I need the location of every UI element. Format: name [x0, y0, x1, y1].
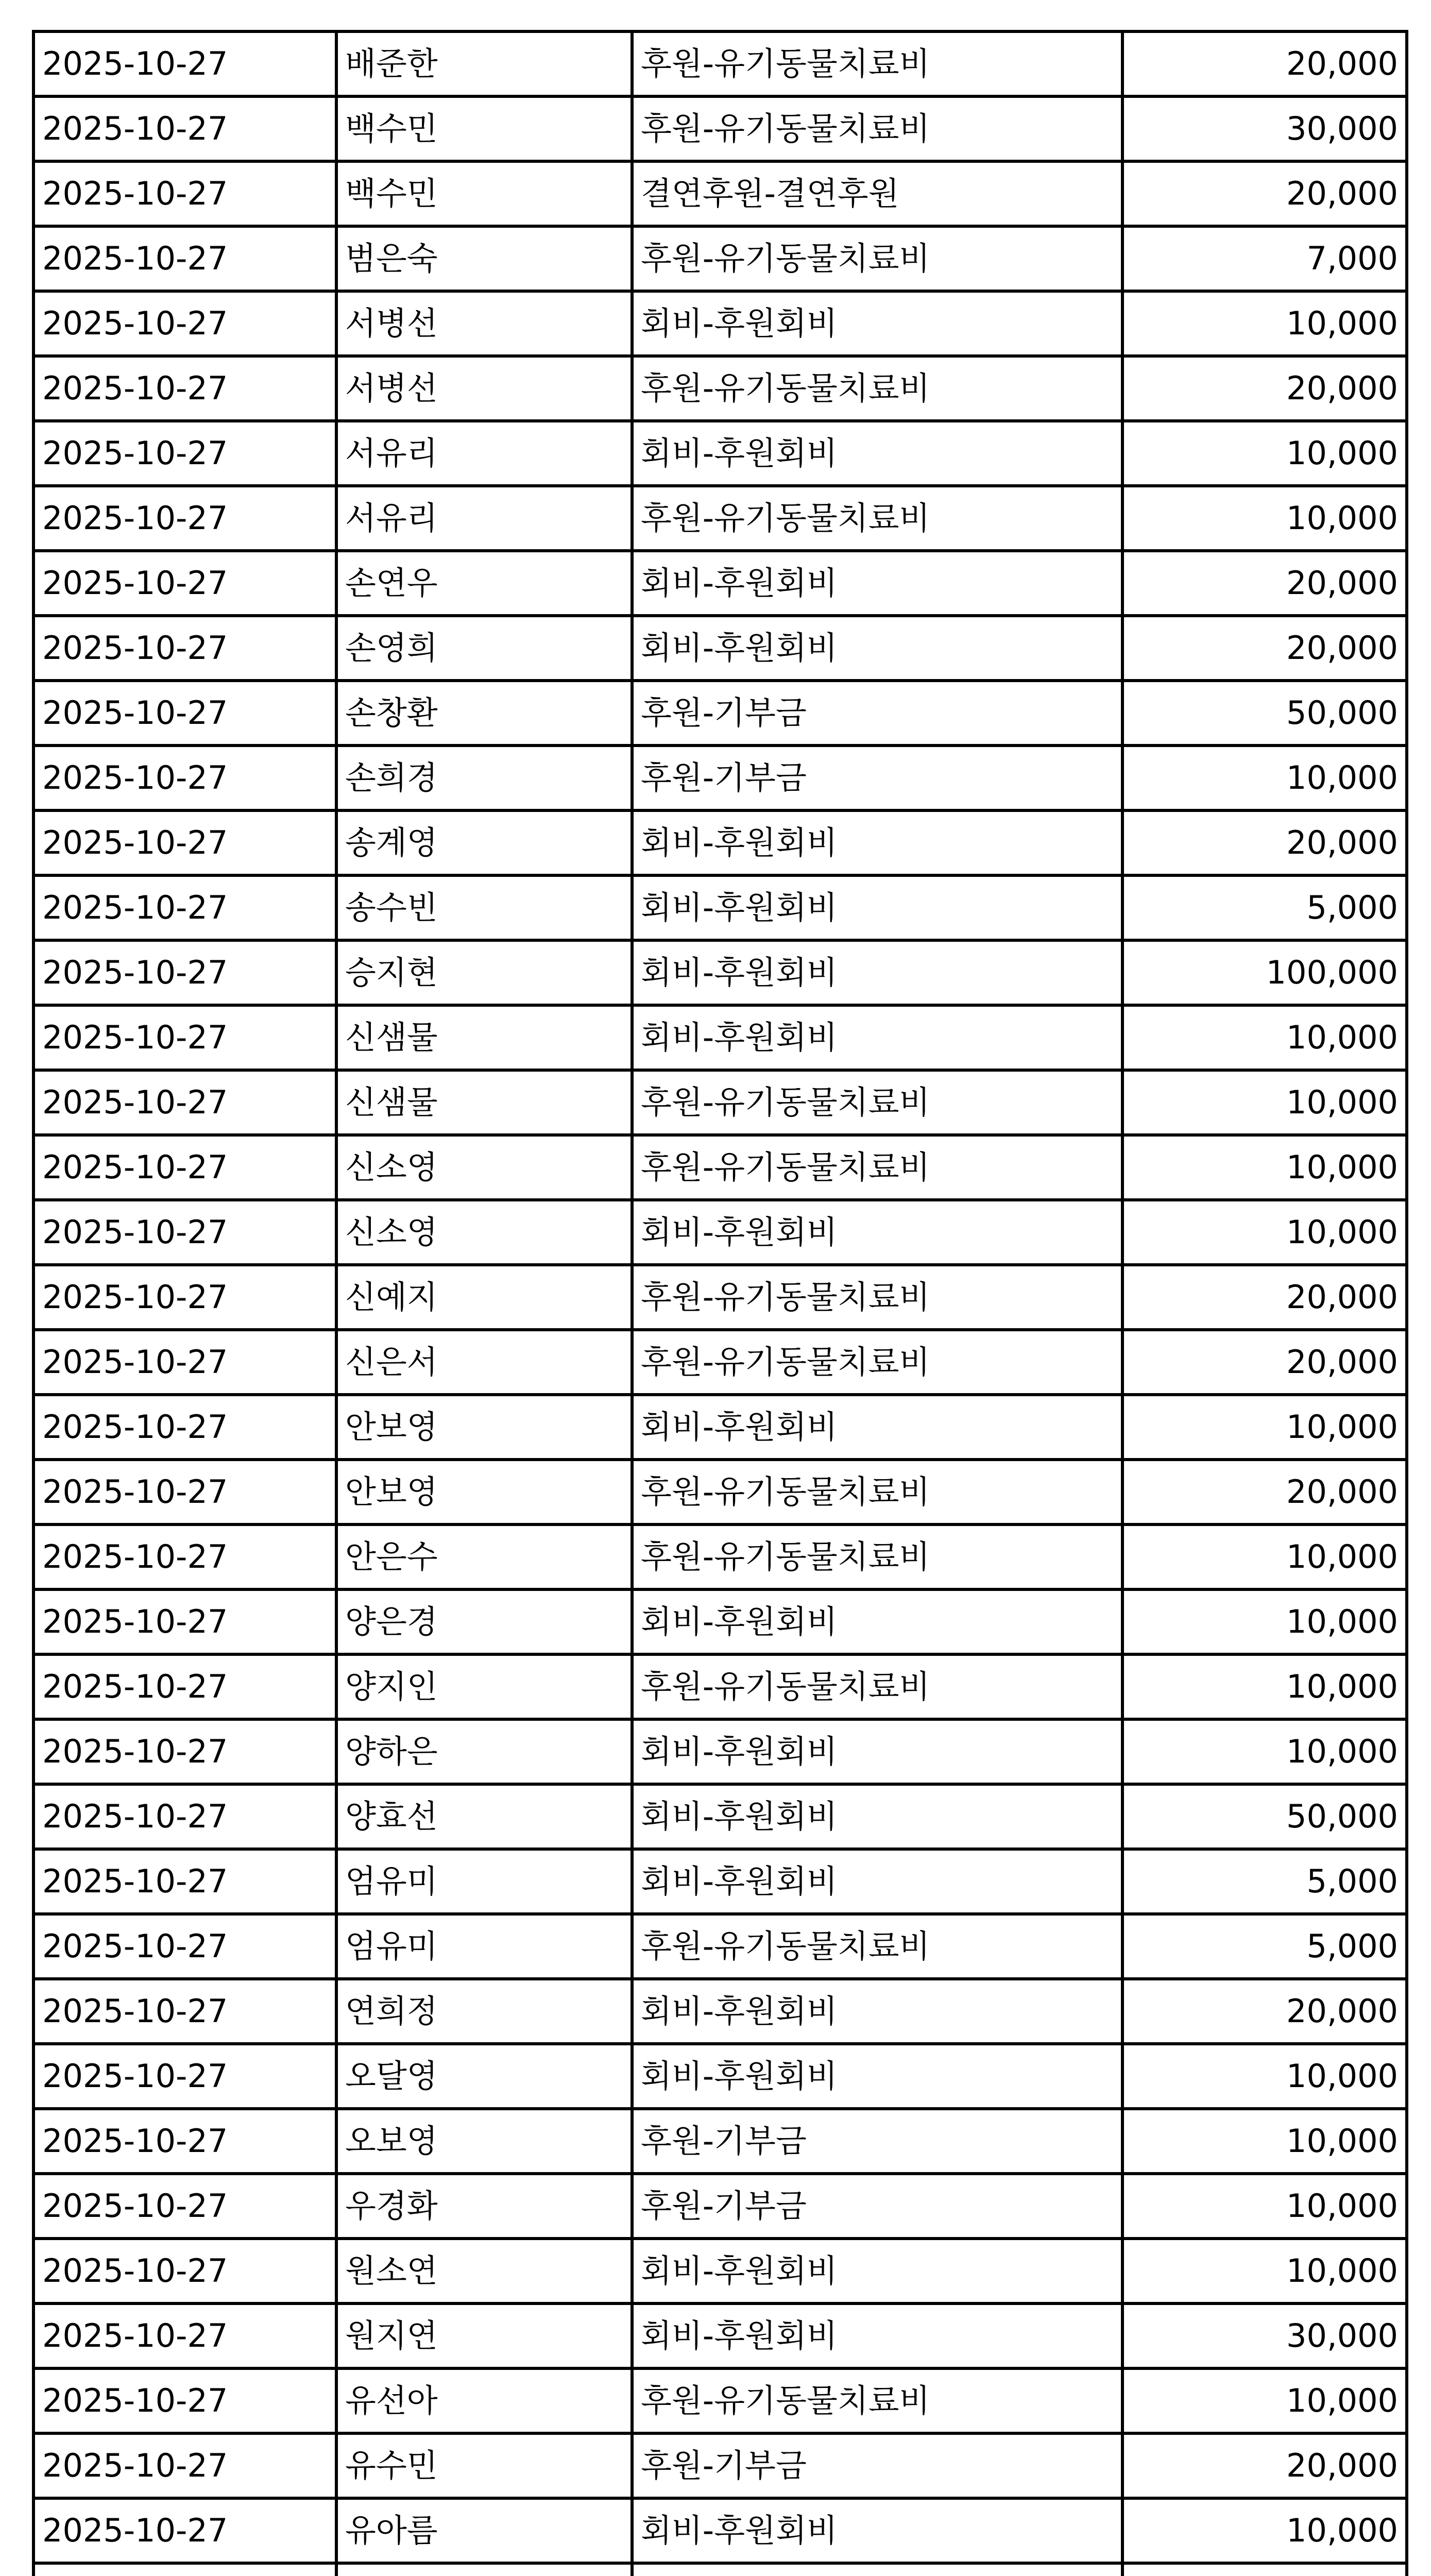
table-row	[33, 1914, 1407, 1979]
amount-cell: 50,000	[1122, 681, 1407, 745]
category-cell: 회비-후원회비	[632, 1395, 1122, 1460]
date-cell	[33, 2563, 336, 2576]
amount-cell: 20,000	[1122, 810, 1407, 875]
amount-cell: 10,000	[1122, 1524, 1407, 1589]
table-row	[33, 96, 1407, 161]
date-cell: 2025-10-27	[33, 486, 336, 551]
category-cell: 후원-유기동물치료비	[632, 96, 1122, 161]
category-cell: 후원-유기동물치료비	[632, 356, 1122, 421]
category-cell: 회비-후원회비	[632, 1005, 1122, 1070]
date-cell: 2025-10-27	[33, 1265, 336, 1330]
amount-cell: 5,000	[1122, 1849, 1407, 1914]
donor-name-cell: 양은경	[336, 1589, 632, 1654]
donor-name-cell: 신소영	[336, 1135, 632, 1200]
amount-cell: 30,000	[1122, 96, 1407, 161]
amount-cell: 10,000	[1122, 291, 1407, 356]
donor-name-cell: 안은수	[336, 1524, 632, 1589]
date-cell: 2025-10-27	[33, 1395, 336, 1460]
category-cell: 후원-기부금	[632, 2433, 1122, 2498]
category-cell: 후원-기부금	[632, 745, 1122, 810]
donor-name-cell: 양하은	[336, 1719, 632, 1784]
donor-name-cell: 손창환	[336, 681, 632, 745]
amount-cell: 10,000	[1122, 2239, 1407, 2303]
table-row	[33, 2498, 1407, 2563]
amount-cell: 10,000	[1122, 2044, 1407, 2109]
amount-cell: 10,000	[1122, 1589, 1407, 1654]
date-cell: 2025-10-27	[33, 421, 336, 486]
donor-name-cell: 원소연	[336, 2239, 632, 2303]
table-row	[33, 745, 1407, 810]
table-row	[33, 31, 1407, 96]
table-row	[33, 1719, 1407, 1784]
date-cell: 2025-10-27	[33, 2433, 336, 2498]
table-row	[33, 1589, 1407, 1654]
category-cell: 후원-유기동물치료비	[632, 1524, 1122, 1589]
table-row	[33, 2303, 1407, 2368]
table-row	[33, 356, 1407, 421]
date-cell: 2025-10-27	[33, 616, 336, 681]
donor-name-cell: 손희경	[336, 745, 632, 810]
donor-name-cell: 손영희	[336, 616, 632, 681]
amount-cell: 10,000	[1122, 1395, 1407, 1460]
table-row	[33, 681, 1407, 745]
table-row	[33, 940, 1407, 1005]
donor-name-cell: 양효선	[336, 1784, 632, 1849]
category-cell: 후원-유기동물치료비	[632, 486, 1122, 551]
table-row	[33, 810, 1407, 875]
amount-cell: 20,000	[1122, 2433, 1407, 2498]
donor-name-cell: 백수민	[336, 161, 632, 226]
date-cell: 2025-10-27	[33, 1719, 336, 1784]
date-cell: 2025-10-27	[33, 681, 336, 745]
date-cell: 2025-10-27	[33, 226, 336, 291]
amount-cell: 10,000	[1122, 1135, 1407, 1200]
table-row	[33, 1265, 1407, 1330]
table-row	[33, 1005, 1407, 1070]
amount-cell	[1122, 2563, 1407, 2576]
donor-name-cell: 신은서	[336, 1330, 632, 1395]
donor-name-cell: 신샘물	[336, 1005, 632, 1070]
category-cell: 회비-후원회비	[632, 421, 1122, 486]
category-cell: 후원-기부금	[632, 681, 1122, 745]
donor-name-cell: 안보영	[336, 1395, 632, 1460]
table-row	[33, 2239, 1407, 2303]
amount-cell: 5,000	[1122, 1914, 1407, 1979]
date-cell: 2025-10-27	[33, 1330, 336, 1395]
table-row	[33, 1524, 1407, 1589]
date-cell: 2025-10-27	[33, 1524, 336, 1589]
donor-name-cell: 양지인	[336, 1654, 632, 1719]
category-cell: 후원-유기동물치료비	[632, 1330, 1122, 1395]
date-cell: 2025-10-27	[33, 1914, 336, 1979]
amount-cell: 10,000	[1122, 2109, 1407, 2174]
donor-name-cell: 손연우	[336, 551, 632, 616]
amount-cell: 7,000	[1122, 226, 1407, 291]
date-cell: 2025-10-27	[33, 1849, 336, 1914]
category-cell: 회비-후원회비	[632, 875, 1122, 940]
table-row	[33, 875, 1407, 940]
amount-cell: 10,000	[1122, 421, 1407, 486]
donor-name-cell: 백수민	[336, 96, 632, 161]
category-cell: 회비-후원회비	[632, 2498, 1122, 2563]
date-cell: 2025-10-27	[33, 2174, 336, 2239]
table-row	[33, 1849, 1407, 1914]
category-cell: 후원-유기동물치료비	[632, 1654, 1122, 1719]
date-cell: 2025-10-27	[33, 2239, 336, 2303]
table-row	[33, 1070, 1407, 1135]
date-cell: 2025-10-27	[33, 2109, 336, 2174]
table-row	[33, 2109, 1407, 2174]
donor-name-cell: 송수빈	[336, 875, 632, 940]
category-cell: 회비-후원회비	[632, 2239, 1122, 2303]
table-row	[33, 1395, 1407, 1460]
donor-name-cell: 신예지	[336, 1265, 632, 1330]
date-cell: 2025-10-27	[33, 875, 336, 940]
donor-name-cell: 서유리	[336, 486, 632, 551]
table-row	[33, 2433, 1407, 2498]
donor-name-cell: 엄유미	[336, 1914, 632, 1979]
table-row	[33, 1979, 1407, 2044]
table-row	[33, 551, 1407, 616]
category-cell: 후원-유기동물치료비	[632, 1265, 1122, 1330]
category-cell: 회비-후원회비	[632, 2303, 1122, 2368]
table-row	[33, 1654, 1407, 1719]
category-cell: 회비-후원회비	[632, 1719, 1122, 1784]
amount-cell: 20,000	[1122, 356, 1407, 421]
donor-name-cell: 서병선	[336, 291, 632, 356]
date-cell: 2025-10-27	[33, 940, 336, 1005]
date-cell: 2025-10-27	[33, 1654, 336, 1719]
donor-name-cell: 서유리	[336, 421, 632, 486]
category-cell: 후원-유기동물치료비	[632, 1135, 1122, 1200]
amount-cell: 50,000	[1122, 1784, 1407, 1849]
category-cell	[632, 2563, 1122, 2576]
date-cell: 2025-10-27	[33, 2498, 336, 2563]
date-cell: 2025-10-27	[33, 31, 336, 96]
category-cell: 회비-후원회비	[632, 1849, 1122, 1914]
table-row	[33, 1784, 1407, 1849]
category-cell: 회비-후원회비	[632, 551, 1122, 616]
date-cell: 2025-10-27	[33, 1135, 336, 1200]
amount-cell: 30,000	[1122, 2303, 1407, 2368]
category-cell: 후원-기부금	[632, 2109, 1122, 2174]
donor-name-cell: 우경화	[336, 2174, 632, 2239]
amount-cell: 20,000	[1122, 1460, 1407, 1524]
table-row	[33, 486, 1407, 551]
date-cell: 2025-10-27	[33, 1070, 336, 1135]
category-cell: 회비-후원회비	[632, 1589, 1122, 1654]
amount-cell: 5,000	[1122, 875, 1407, 940]
donor-name-cell: 안보영	[336, 1460, 632, 1524]
category-cell: 후원-유기동물치료비	[632, 226, 1122, 291]
donor-name-cell: 승지현	[336, 940, 632, 1005]
donor-name-cell: 유수민	[336, 2433, 632, 2498]
amount-cell: 100,000	[1122, 940, 1407, 1005]
amount-cell: 10,000	[1122, 1654, 1407, 1719]
donor-name-cell: 범은숙	[336, 226, 632, 291]
category-cell: 회비-후원회비	[632, 1784, 1122, 1849]
category-cell: 회비-후원회비	[632, 291, 1122, 356]
amount-cell: 10,000	[1122, 1719, 1407, 1784]
amount-cell: 20,000	[1122, 31, 1407, 96]
amount-cell: 10,000	[1122, 2174, 1407, 2239]
date-cell: 2025-10-27	[33, 1784, 336, 1849]
date-cell: 2025-10-27	[33, 1589, 336, 1654]
category-cell: 회비-후원회비	[632, 1979, 1122, 2044]
donor-name-cell: 오달영	[336, 2044, 632, 2109]
date-cell: 2025-10-27	[33, 745, 336, 810]
amount-cell: 20,000	[1122, 1330, 1407, 1395]
donation-table-body	[33, 31, 1407, 2576]
date-cell: 2025-10-27	[33, 1460, 336, 1524]
date-cell: 2025-10-27	[33, 96, 336, 161]
table-row	[33, 1330, 1407, 1395]
amount-cell: 10,000	[1122, 2498, 1407, 2563]
donor-name-cell: 유선아	[336, 2368, 632, 2433]
category-cell: 회비-후원회비	[632, 940, 1122, 1005]
date-cell: 2025-10-27	[33, 2044, 336, 2109]
table-row	[33, 2563, 1407, 2576]
date-cell: 2025-10-27	[33, 551, 336, 616]
table-row	[33, 2044, 1407, 2109]
table-row	[33, 1135, 1407, 1200]
donation-table	[32, 30, 1408, 2576]
donor-name-cell: 배준한	[336, 31, 632, 96]
donor-name-cell: 신소영	[336, 1200, 632, 1265]
category-cell: 회비-후원회비	[632, 1200, 1122, 1265]
donor-name-cell: 연희정	[336, 1979, 632, 2044]
donor-name-cell: 원지연	[336, 2303, 632, 2368]
category-cell: 후원-유기동물치료비	[632, 1914, 1122, 1979]
donor-name-cell: 서병선	[336, 356, 632, 421]
date-cell: 2025-10-27	[33, 1005, 336, 1070]
category-cell: 회비-후원회비	[632, 616, 1122, 681]
date-cell: 2025-10-27	[33, 161, 336, 226]
donor-name-cell: 송계영	[336, 810, 632, 875]
table-row	[33, 1460, 1407, 1524]
category-cell: 후원-유기동물치료비	[632, 1460, 1122, 1524]
amount-cell: 20,000	[1122, 161, 1407, 226]
table-row	[33, 616, 1407, 681]
amount-cell: 10,000	[1122, 745, 1407, 810]
amount-cell: 20,000	[1122, 1979, 1407, 2044]
amount-cell: 20,000	[1122, 551, 1407, 616]
table-row	[33, 2174, 1407, 2239]
category-cell: 결연후원-결연후원	[632, 161, 1122, 226]
amount-cell: 10,000	[1122, 1005, 1407, 1070]
category-cell: 후원-기부금	[632, 2174, 1122, 2239]
donor-name-cell: 오보영	[336, 2109, 632, 2174]
table-row	[33, 161, 1407, 226]
amount-cell: 20,000	[1122, 616, 1407, 681]
date-cell: 2025-10-27	[33, 356, 336, 421]
category-cell: 회비-후원회비	[632, 2044, 1122, 2109]
donor-name-cell: 신샘물	[336, 1070, 632, 1135]
category-cell: 회비-후원회비	[632, 810, 1122, 875]
amount-cell: 10,000	[1122, 1070, 1407, 1135]
table-row	[33, 1200, 1407, 1265]
date-cell: 2025-10-27	[33, 810, 336, 875]
date-cell: 2025-10-27	[33, 1200, 336, 1265]
table-row	[33, 421, 1407, 486]
category-cell: 후원-유기동물치료비	[632, 31, 1122, 96]
date-cell: 2025-10-27	[33, 2368, 336, 2433]
donor-name-cell: 엄유미	[336, 1849, 632, 1914]
table-row	[33, 2368, 1407, 2433]
category-cell: 후원-유기동물치료비	[632, 1070, 1122, 1135]
amount-cell: 10,000	[1122, 486, 1407, 551]
date-cell: 2025-10-27	[33, 291, 336, 356]
donor-name-cell	[336, 2563, 632, 2576]
table-row	[33, 291, 1407, 356]
table-row	[33, 226, 1407, 291]
date-cell: 2025-10-27	[33, 2303, 336, 2368]
amount-cell: 20,000	[1122, 1265, 1407, 1330]
amount-cell: 10,000	[1122, 2368, 1407, 2433]
donor-name-cell: 유아름	[336, 2498, 632, 2563]
date-cell: 2025-10-27	[33, 1979, 336, 2044]
amount-cell: 10,000	[1122, 1200, 1407, 1265]
category-cell: 후원-유기동물치료비	[632, 2368, 1122, 2433]
